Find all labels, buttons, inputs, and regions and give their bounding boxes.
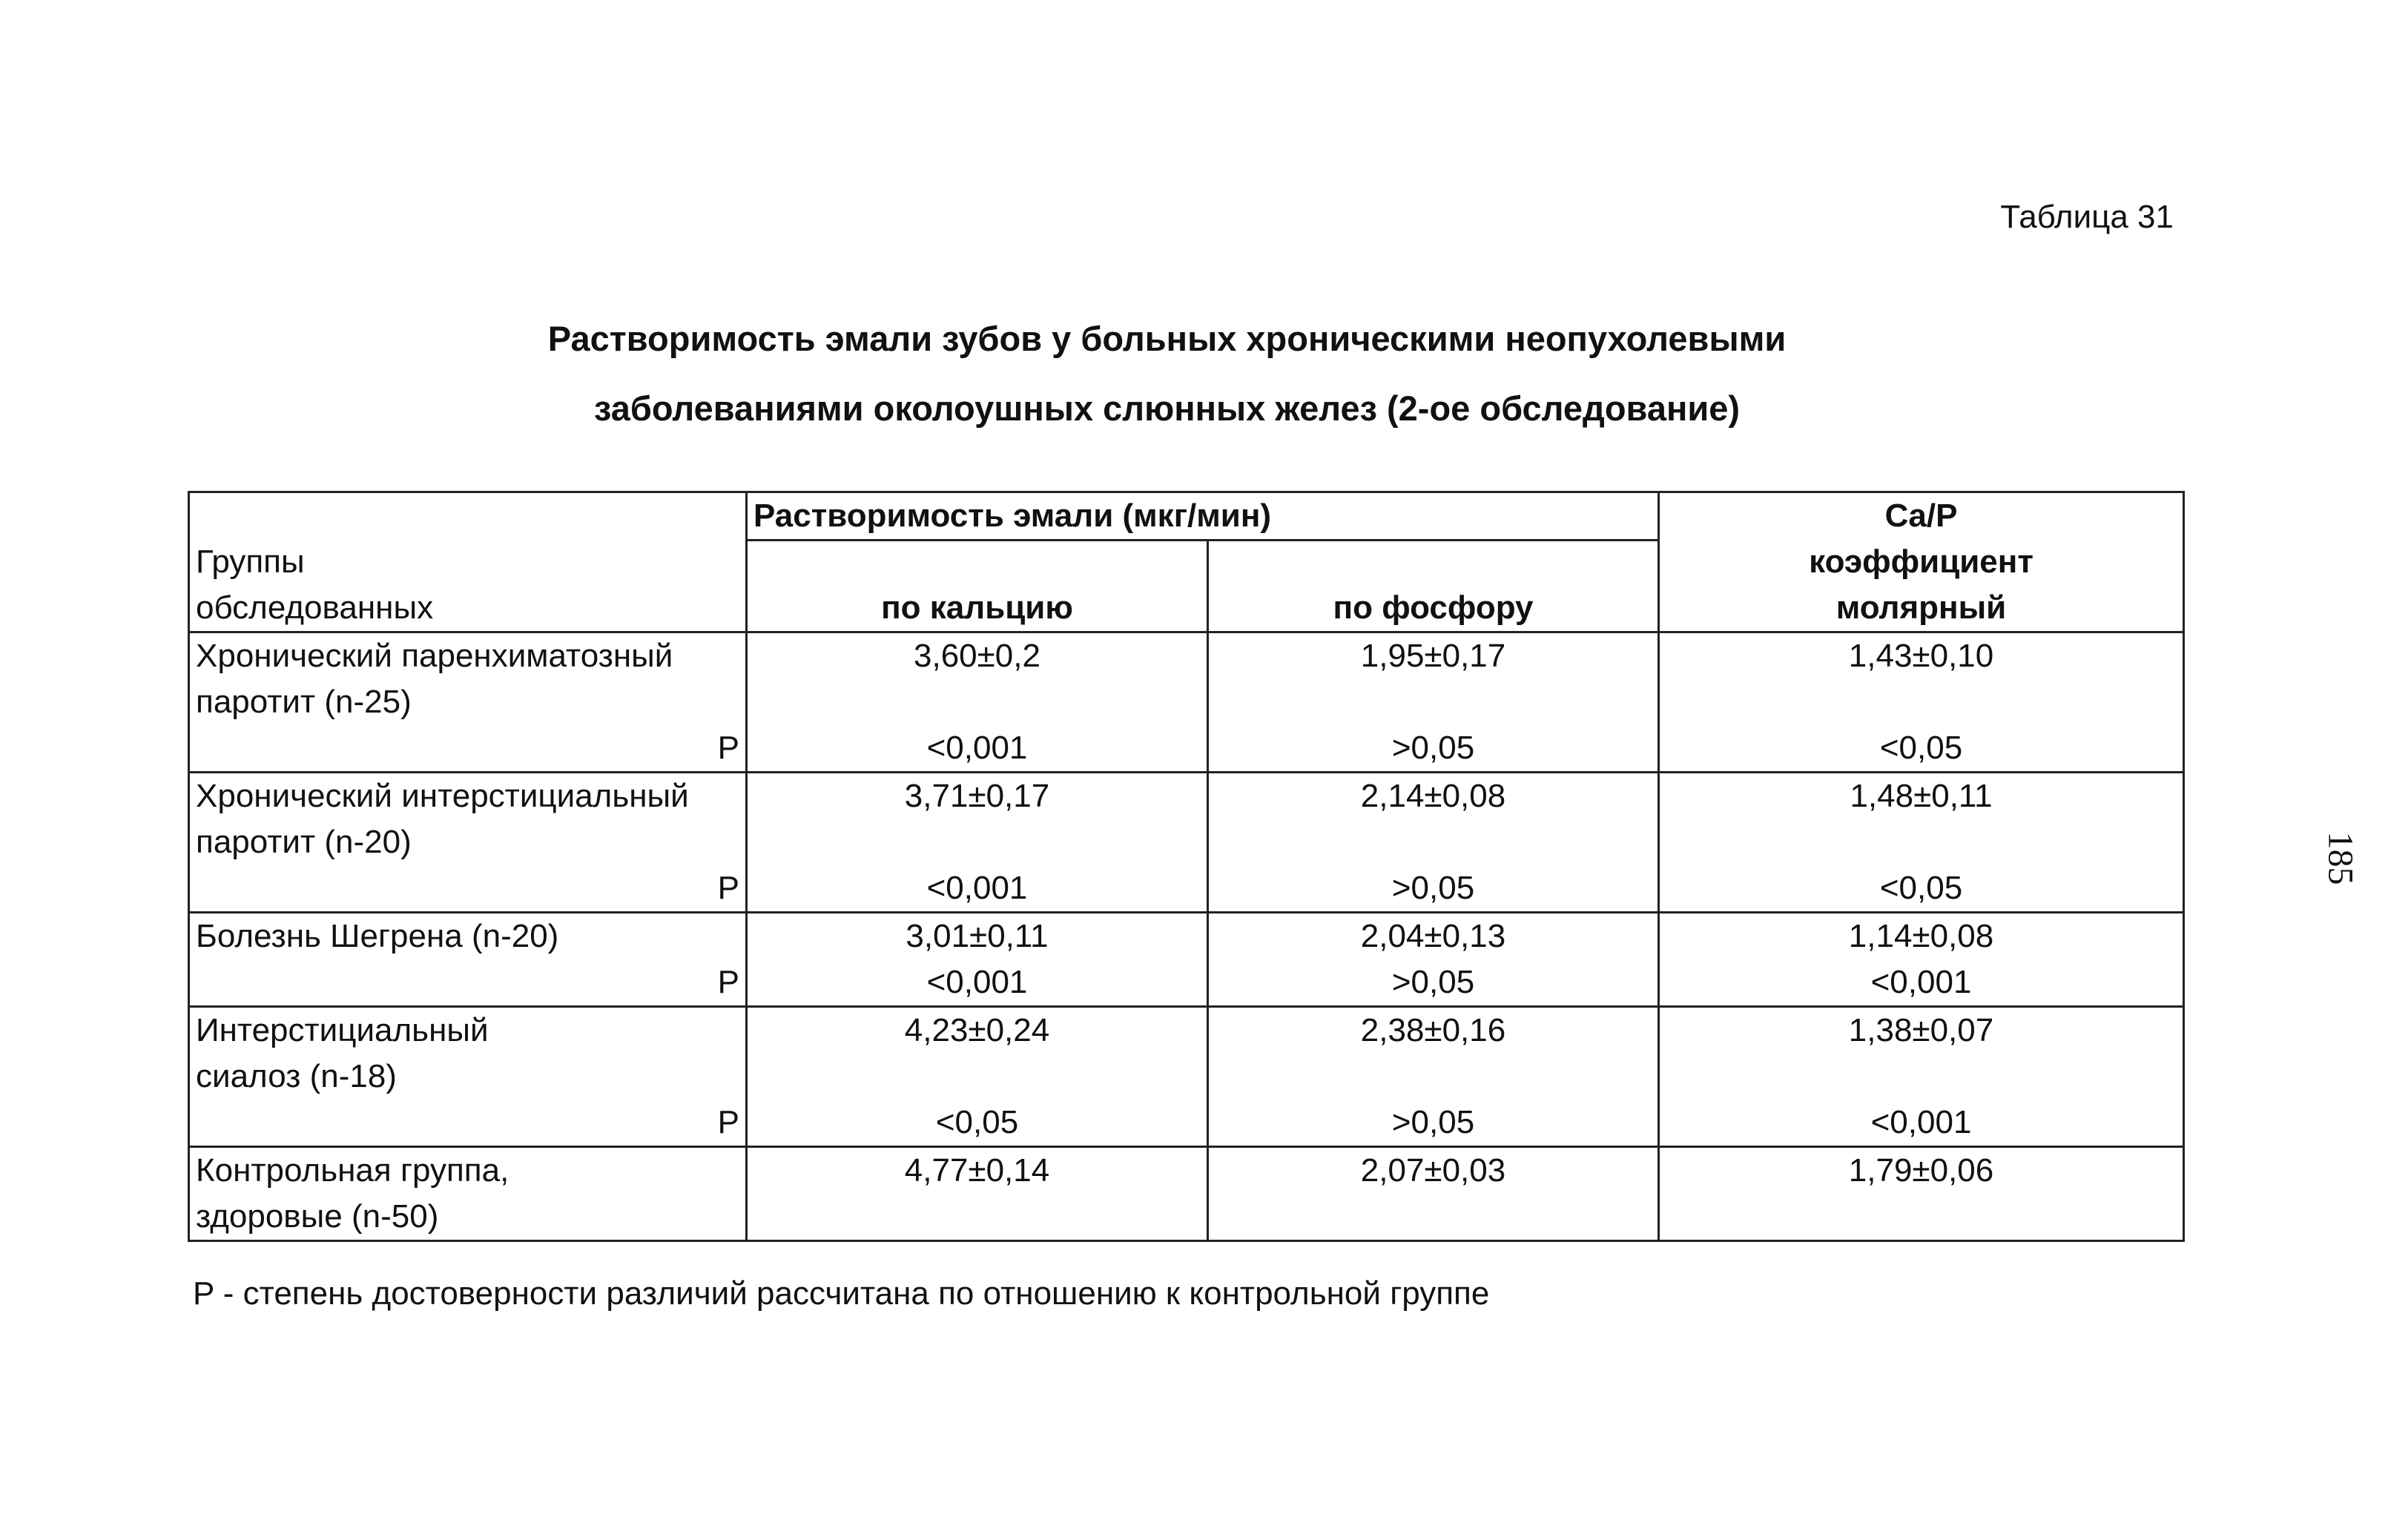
ratio-value: 1,48±0,11 [1850,778,1993,814]
group-line-1: Интерстициальный [196,1012,489,1048]
table-row [189,1007,2184,1147]
p-label: P [717,730,739,766]
calcium-cell [747,632,1208,773]
phosphorus-value: 1,95±0,17 [1360,638,1506,674]
ratio-cell [1659,1147,2184,1241]
phosphorus-p: >0,05 [1391,1104,1475,1140]
header-groups-text: Группы обследованных [196,543,434,626]
group-line-1: Контрольная группа, [196,1152,509,1189]
header-groups [189,492,747,632]
calcium-cell [747,913,1208,1007]
group-cell [189,913,747,1007]
group-cell [189,632,747,773]
group-line-2: паротит (n-25) [196,684,412,720]
calcium-cell [747,1147,1208,1241]
group-cell [189,1007,747,1147]
ratio-cell [1659,1007,2184,1147]
header-ratio-line2: коэффициент [1809,543,2033,580]
phosphorus-p: >0,05 [1391,730,1475,766]
header-solubility: Растворимость эмали (мкг/мин) [747,492,1659,541]
calcium-value: 3,71±0,17 [904,778,1050,814]
title-line-1: Растворимость эмали зубов у больных хроническими неопухолевыми [547,319,1787,358]
phosphorus-value: 2,07±0,03 [1360,1152,1506,1189]
phosphorus-p: >0,05 [1391,870,1475,906]
calcium-value: 3,01±0,11 [906,918,1049,954]
p-label: P [717,964,739,1000]
calcium-value: 4,77±0,14 [904,1152,1050,1189]
group-line-2: здоровые (n-50) [196,1198,439,1235]
group-cell [189,773,747,913]
ratio-p: <0,001 [1870,964,1972,1000]
header-ratio-line1: Ca/P [1884,498,1958,534]
group-line-2: сиалоз (n-18) [196,1058,397,1094]
header-row-1 [189,492,2184,541]
calcium-cell [747,1007,1208,1147]
page-number: 185 [2320,831,2361,885]
calcium-cell [747,773,1208,913]
data-table [188,491,2185,1242]
group-cell [189,1147,747,1241]
table-row [189,1147,2184,1241]
ratio-cell [1659,913,2184,1007]
header-ratio [1659,492,2184,632]
calcium-p: <0,001 [926,964,1028,1000]
table-label: Таблица 31 [2000,199,2174,235]
phosphorus-p: >0,05 [1391,964,1475,1000]
ratio-p: <0,001 [1870,1104,1972,1140]
calcium-value: 4,23±0,24 [904,1012,1050,1048]
phosphorus-cell [1208,1007,1659,1147]
phosphorus-value: 2,04±0,13 [1360,918,1506,954]
calcium-p: <0,001 [926,730,1028,766]
p-label: P [717,1104,739,1140]
ratio-p: <0,05 [1879,730,1963,766]
footnote: P - степень достоверности различий рассчитана по отношению к контрольной группе [193,1275,1490,1312]
phosphorus-cell [1208,913,1659,1007]
calcium-p: <0,001 [926,870,1028,906]
table-title [0,304,2408,443]
group-line-2: паротит (n-20) [196,824,412,860]
phosphorus-value: 2,38±0,16 [1360,1012,1506,1048]
table-row [189,913,2184,1007]
table-row [189,773,2184,913]
header-ratio-line3: молярный [1835,589,2007,626]
header-calcium: по кальцию [747,541,1208,632]
ratio-value: 1,38±0,07 [1848,1012,1994,1048]
ratio-value: 1,43±0,10 [1848,638,1994,674]
ratio-p: <0,05 [1879,870,1963,906]
phosphorus-cell [1208,1147,1659,1241]
group-line-1: Болезнь Шегрена (n-20) [196,918,559,954]
p-label: P [717,870,739,906]
ratio-cell [1659,773,2184,913]
calcium-value: 3,60±0,2 [914,638,1040,674]
group-line-1: Хронический паренхиматозный [196,638,673,674]
title-line-2: заболеваниями околоушных слюнных желез (2-ое обследование) [593,389,1741,428]
ratio-value: 1,79±0,06 [1848,1152,1994,1189]
calcium-p: <0,05 [935,1104,1019,1140]
ratio-value: 1,14±0,08 [1848,918,1994,954]
phosphorus-value: 2,14±0,08 [1360,778,1506,814]
header-phosphorus: по фосфору [1208,541,1659,632]
phosphorus-cell [1208,773,1659,913]
phosphorus-cell [1208,632,1659,773]
group-line-1: Хронический интерстициальный [196,778,689,814]
table-row [189,632,2184,773]
ratio-cell [1659,632,2184,773]
